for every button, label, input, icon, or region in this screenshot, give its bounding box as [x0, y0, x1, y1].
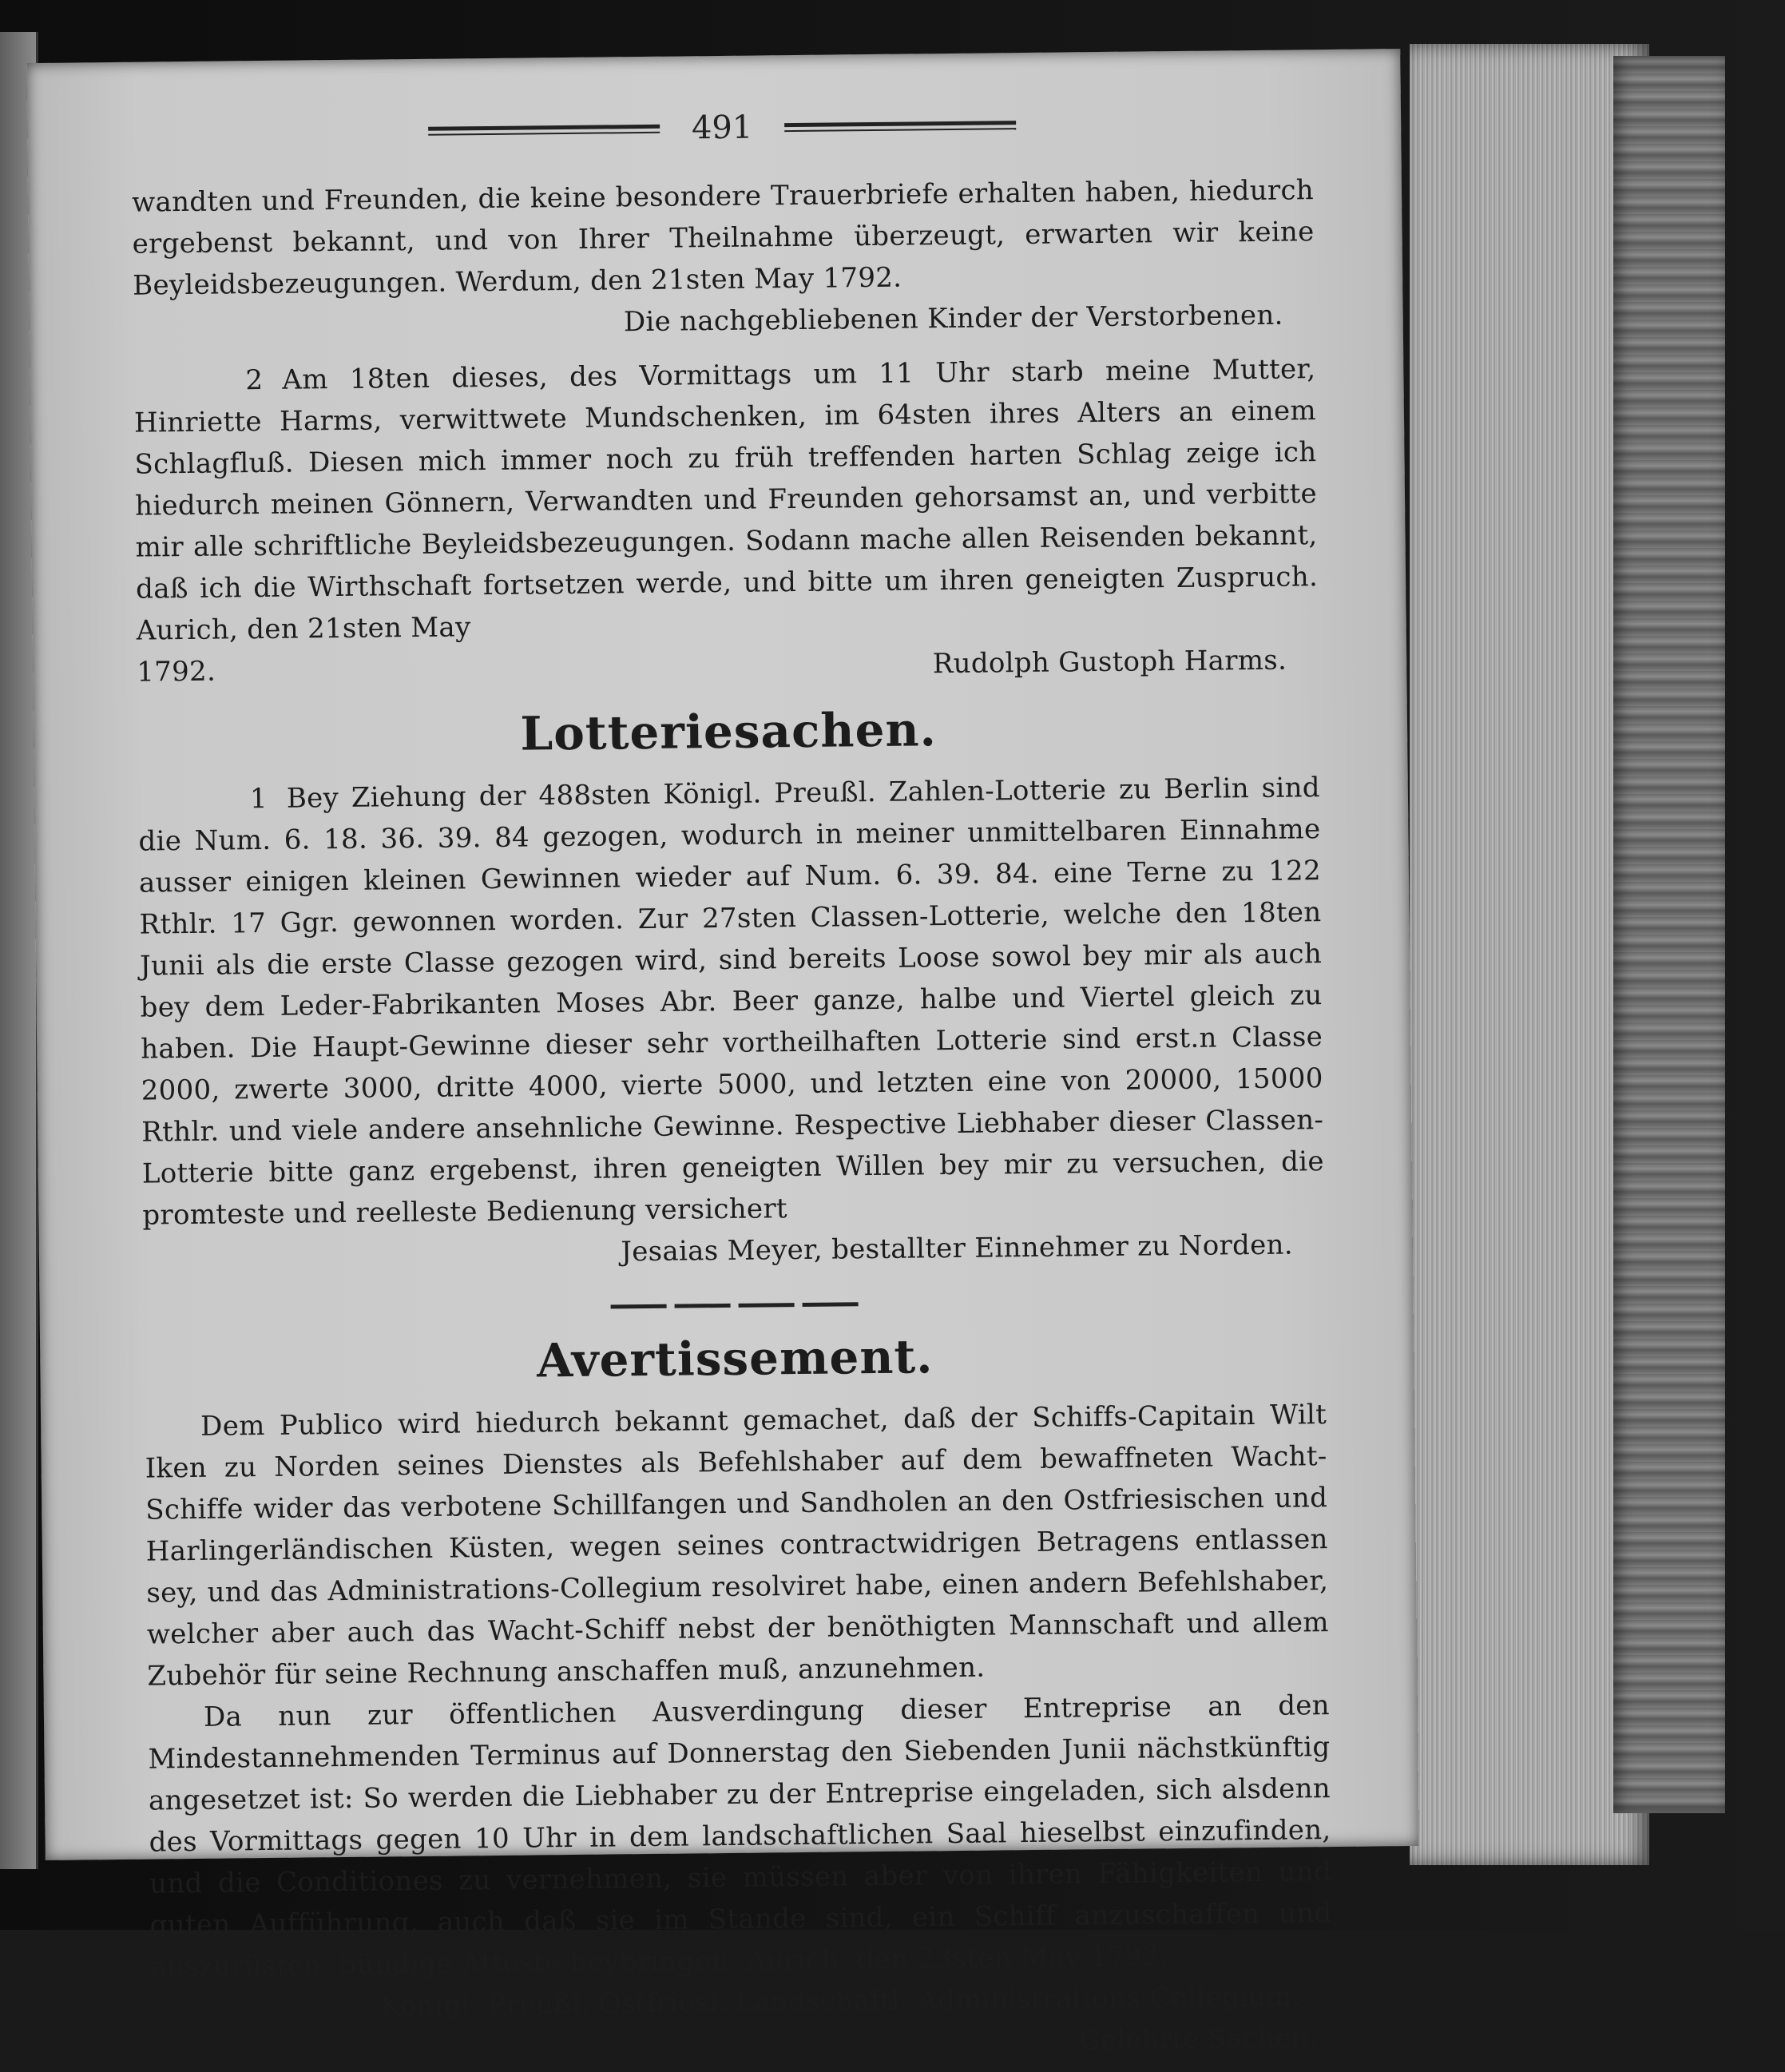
section-title-lottery: Lotteriesachen.: [520, 702, 938, 761]
page-header: [131, 97, 1314, 157]
top-notice-body: wandten und Freunden, die keine besondere Trauerbriefe erhalten haben, hiedurch ergebenst bekannt, und von Ihrer Theilnahme überzeugt, erwarten wir keine Beyleidsbezeugungen. Werdum, den 21sten May 1792.: [131, 174, 1315, 302]
divider-dash: [611, 1304, 667, 1309]
book-page: [26, 49, 1418, 2057]
lottery-notice-number: 1: [249, 782, 268, 816]
section-title-avertissement: Avertissement.: [536, 1329, 934, 1388]
lottery-signature: Jesaias Meyer, bestallter Einnehmer zu Norden.: [621, 1229, 1294, 1268]
notice-2: [133, 348, 1319, 651]
notice-2-signature: Rudolph Gustoph Harms.: [932, 644, 1287, 681]
divider-dash: [739, 1303, 795, 1308]
book-cover-edge: [1613, 56, 1725, 1813]
page-number: 491: [691, 109, 753, 147]
lottery-notice: [138, 767, 1325, 1236]
header-rule-left: [428, 124, 660, 135]
catchword: Gelehrte Sachen.: [1078, 2022, 1318, 2057]
divider-dash: [803, 1302, 859, 1307]
notice-2-year: 1792.: [137, 655, 216, 689]
page-content: [131, 97, 1334, 2070]
top-notice-signature: Die nachgebliebenen Kinder der Verstorbenen.: [623, 299, 1283, 339]
avertissement-para-2: Da nun zur öffentlichen Ausverdingung dieser Entreprise an den Mindestannehmenden Terminus auf Donnerstag den Siebenden Junii nächstkünftig angesetzet ist: So werden die Liebhaber zu der Entreprise eingeladen, sich alsdenn des Vormittags gegen 10 Uhr in dem landschaftlichen Saal hieselbst einzufinden, und die Conditiones zu vernehmen, sie müssen aber von ihren Fähigkeiten und guten Aufführung, auch daß sie im Stande sind, ein Schiff anzuschaffen und auszurüsten, bündige Atteste beybringen. Aurich, den 23sten May 1792.: [148, 1689, 1332, 1983]
notice-2-body: Am 18ten dieses, des Vormittags um 11 Uhr starb meine Mutter, Hinriette Harms, verwittwete Mundschenken, im 64sten ihres Alters an einem Schlagfluß. Diesen mich immer noch zu früh treffenden harten Schlag zeige ich hiedurch meinen Gönnern, Verwandten und Freunden gehorsamst an, und verbitte mir alle schriftliche Beyleidsbezeugungen. Sodann mache allen Reisenden bekannt, daß ich die Wirthschaft fortsetzen werde, und bitte um ihren geneigten Zuspruch. Aurich, den 21sten May: [133, 353, 1319, 647]
header-rule-right: [784, 121, 1016, 132]
avertissement-signature: Königl. Preußl. Ostfriesl. Landschaftl. Administrations-Collegium.: [380, 1980, 1301, 2022]
section-divider: [144, 1297, 1326, 1313]
divider-dash: [675, 1304, 731, 1308]
lottery-notice-body: Bey Ziehung der 488sten Königl. Preußl. Zahlen-Lotterie zu Berlin sind die Num. 6. 18. 36. 39. 84 gezogen, wodurch in meiner unmittelbaren Einnahme ausser einigen kleinen Gewinnen wieder auf Num. 6. 39. 84. eine Terne zu 122 Rthlr. 17 Ggr. gewonnen worden. Zur 27sten Classen-Lotterie, welche den 18ten Junii als die erste Classe gezogen wird, sind bereits Loose sowol bey mir als auch bey dem Leder-Fabrikanten Moses Abr. Beer ganze, halbe und Viertel gleich zu haben. Die Haupt-Gewinne dieser sehr vortheilhaften Lotterie sind erst.n Classe 2000, zwerte 3000, dritte 4000, vierte 5000, und letzten eine von 20000, 15000 Rthlr. und viele andere ansehnliche Gewinne. Respective Liebhaber dieser Classen-Lotterie bitte ganz ergebenst, ihren geneigten Willen bey mir zu versuchen, die promteste und reelleste Bedienung versichert: [138, 772, 1324, 1232]
notice-2-number: 2: [245, 363, 264, 397]
avertissement-para-1: Dem Publico wird hiedurch bekannt gemachet, daß der Schiffs-Capitain Wilt Iken zu Norden seines Dienstes als Befehlshaber auf dem bewaffneten Wacht-Schiffe wider das verbotene Schillfangen und Sandholen an den Ostfriesischen und Harlingerländischen Küsten, wegen seines contractwidrigen Betragens entlassen sey, und das Administrations-Collegium resolviret habe, einen andern Befehlshaber, welcher aber auch das Wacht-Schiff nebst der benöthigten Mannschaft und allem Zubehör für seine Rechnung anschaffen muß, anzunehmen.: [145, 1399, 1330, 1693]
